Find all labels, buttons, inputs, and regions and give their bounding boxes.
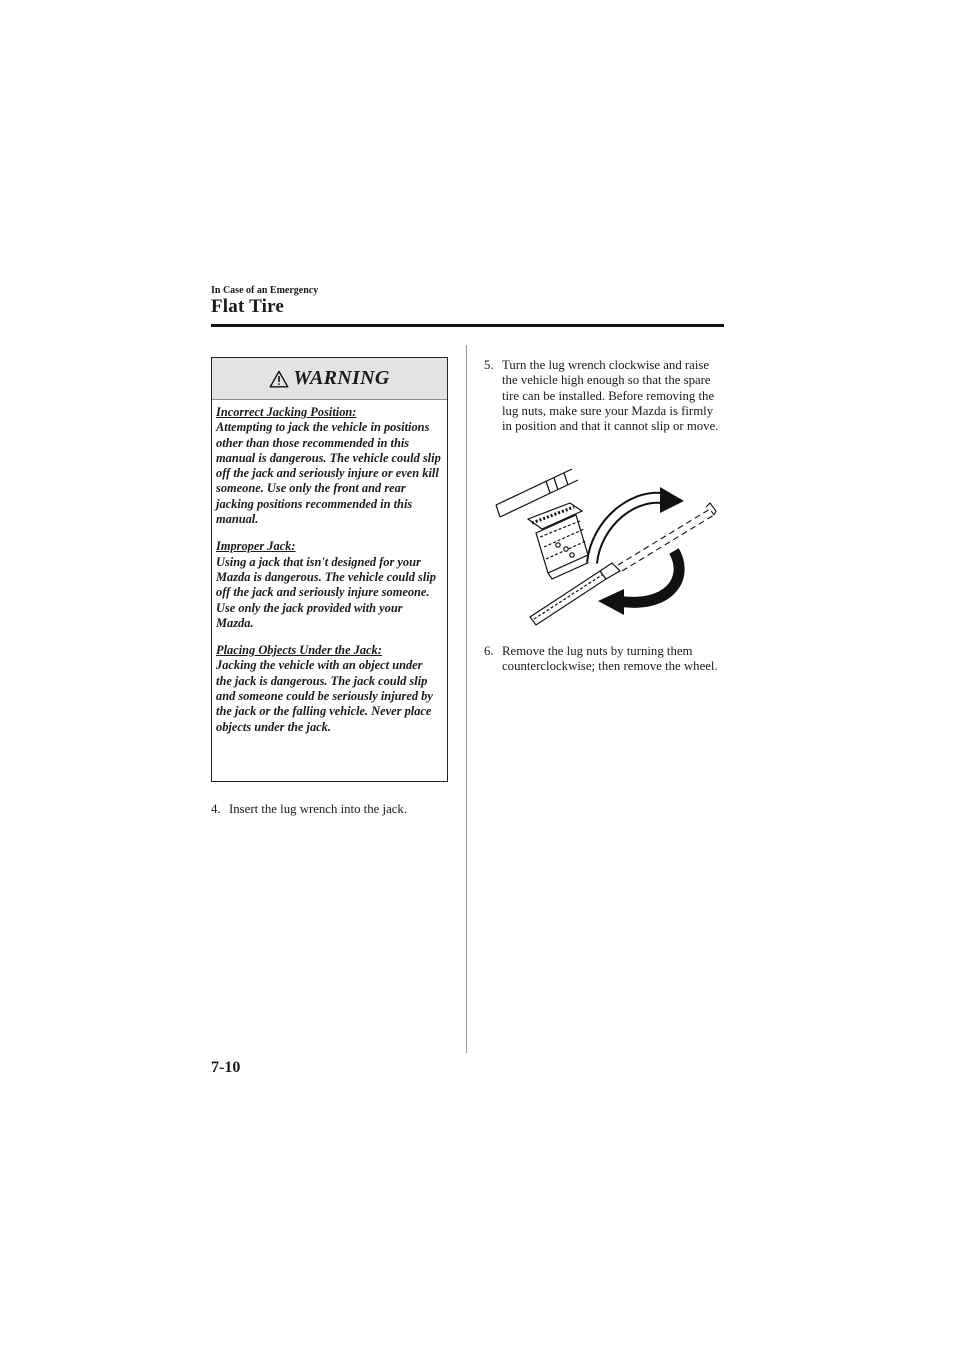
warning-title: WARNING: [293, 367, 390, 389]
warning-section: [216, 539, 441, 631]
step-6: [484, 644, 726, 675]
warning-section: [216, 405, 441, 527]
section-label: In Case of an Emergency: [211, 285, 319, 296]
warning-section-text: Jacking the vehicle with an object under the jack is dangerous. The jack could slip and someone could be seriously injured by the jack or the falling vehicle. Never place objects under the jack.: [216, 658, 433, 734]
step-5: [484, 358, 726, 434]
warning-triangle-icon: [269, 370, 289, 388]
page-number: 7-10: [211, 1059, 241, 1076]
warning-header: [212, 358, 447, 400]
step-4: [211, 802, 451, 817]
step-text: Insert the lug wrench into the jack.: [229, 802, 408, 816]
column-divider: [466, 345, 467, 1053]
warning-body: [212, 400, 447, 735]
warning-section-heading: Incorrect Jacking Position:: [216, 405, 357, 419]
warning-section: [216, 643, 441, 735]
step-text: Turn the lug wrench clockwise and raise the vehicle high enough so that the spare tire can be installed. Before removing the lug nuts, make sure your Mazda is firmly in position and that it cannot slip or move.: [502, 358, 719, 434]
step-text: Remove the lug nuts by turning them counterclockwise; then remove the wheel.: [502, 644, 718, 674]
warning-section-heading: Placing Objects Under the Jack:: [216, 643, 382, 658]
warning-section-text: Attempting to jack the vehicle in positions other than those recommended in this manual is dangerous. The vehicle could slip off the jack and seriously injure or even kill someone. Use only the front and rear jacking positions recommended in this manual.: [216, 420, 441, 527]
warning-section-text: Using a jack that isn't designed for your Mazda is dangerous. The vehicle could slip off the jack and seriously injure someone. Use only the jack provided with your Mazda.: [216, 554, 436, 630]
step-number: 4.: [211, 802, 221, 816]
step-number: 5.: [484, 358, 494, 372]
title-rule: [211, 324, 724, 327]
warning-section-heading: Improper Jack:: [216, 539, 296, 554]
step-number: 6.: [484, 644, 494, 658]
jack-lug-wrench-illustration: [488, 467, 726, 627]
warning-box: [211, 357, 448, 782]
page-title: Flat Tire: [211, 296, 285, 317]
